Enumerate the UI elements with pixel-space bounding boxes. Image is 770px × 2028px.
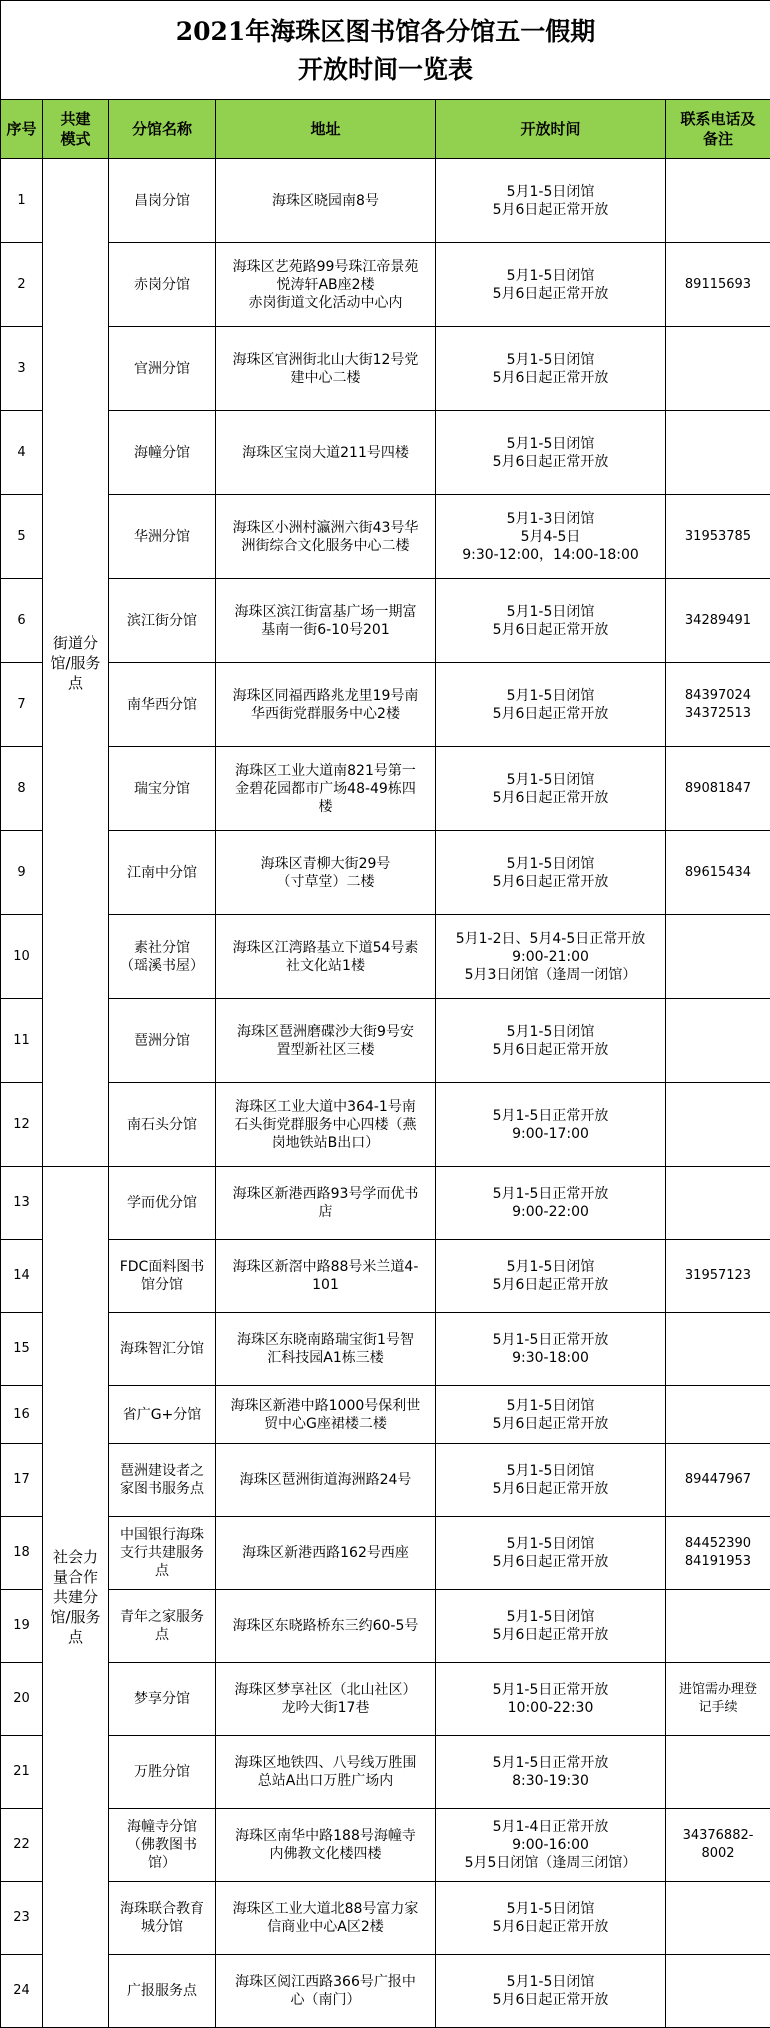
contact-note xyxy=(666,1167,770,1240)
opening-hours: 5月1-5日闭馆 5月6日起正常开放 xyxy=(436,579,666,663)
contact-note xyxy=(666,411,770,495)
branch-address: 海珠区东晓路桥东三约60-5号 xyxy=(216,1590,436,1663)
branch-address: 海珠区阅江西路366号广报中 心（南门） xyxy=(216,1955,436,2028)
branch-address: 海珠区新港西路162号西座 xyxy=(216,1517,436,1590)
branch-address: 海珠区同福西路兆龙里19号南 华西街党群服务中心2楼 xyxy=(216,663,436,747)
row-number: 16 xyxy=(1,1386,43,1444)
branch-address: 海珠区南华中路188号海幢寺 内佛教文化楼四楼 xyxy=(216,1809,436,1882)
branch-address: 海珠区晓园南8号 xyxy=(216,159,436,243)
branch-address: 海珠区工业大道中364-1号南 石头街党群服务中心四楼（燕 岗地铁站B出口） xyxy=(216,1083,436,1167)
opening-hours: 5月1-5日正常开放 9:00-17:00 xyxy=(436,1083,666,1167)
table-row xyxy=(1,1663,770,1736)
row-number: 9 xyxy=(1,831,43,915)
branch-address: 海珠区艺苑路99号珠江帝景苑 悦涛轩AB座2楼 赤岗街道文化活动中心内 xyxy=(216,243,436,327)
branch-name: 素社分馆 （瑶溪书屋） xyxy=(109,915,216,999)
table-row xyxy=(1,579,770,663)
table-row xyxy=(1,159,770,243)
branch-address: 海珠区梦享社区（北山社区） 龙吟大街17巷 xyxy=(216,1663,436,1736)
branch-address: 海珠区新滘中路88号米兰道4- 101 xyxy=(216,1240,436,1313)
branch-address: 海珠区宝岗大道211号四楼 xyxy=(216,411,436,495)
opening-hours: 5月1-2日、5月4-5日正常开放 9:00-21:00 5月3日闭馆（逢周一闭馆） xyxy=(436,915,666,999)
row-number: 19 xyxy=(1,1590,43,1663)
branch-name: 中国银行海珠 支行共建服务 点 xyxy=(109,1517,216,1590)
branch-address: 海珠区琶洲街道海洲路24号 xyxy=(216,1444,436,1517)
branch-name: 海珠智汇分馆 xyxy=(109,1313,216,1386)
table-row xyxy=(1,1590,770,1663)
table-row xyxy=(1,1083,770,1167)
opening-hours: 5月1-5日闭馆 5月6日起正常开放 xyxy=(436,411,666,495)
table-row xyxy=(1,1882,770,1955)
branch-name: 广报服务点 xyxy=(109,1955,216,2028)
branch-name: 瑞宝分馆 xyxy=(109,747,216,831)
branch-name: 琶洲建设者之 家图书服务点 xyxy=(109,1444,216,1517)
contact-note: 84397024 34372513 xyxy=(666,663,770,747)
table-row xyxy=(1,243,770,327)
branch-name: 万胜分馆 xyxy=(109,1736,216,1809)
contact-note: 31953785 xyxy=(666,495,770,579)
opening-hours: 5月1-5日闭馆 5月6日起正常开放 xyxy=(436,1590,666,1663)
row-number: 1 xyxy=(1,159,43,243)
opening-hours: 5月1-5日闭馆 5月6日起正常开放 xyxy=(436,663,666,747)
header-name: 分馆名称 xyxy=(109,100,216,159)
branch-address: 海珠区琶洲磨碟沙大街9号安 置型新社区三楼 xyxy=(216,999,436,1083)
opening-hours: 5月1-5日闭馆 5月6日起正常开放 xyxy=(436,159,666,243)
table-body xyxy=(1,159,770,2028)
branch-address: 海珠区官洲街北山大街12号党 建中心二楼 xyxy=(216,327,436,411)
table-row xyxy=(1,1955,770,2028)
contact-note xyxy=(666,1083,770,1167)
opening-hours: 5月1-5日闭馆 5月6日起正常开放 xyxy=(436,327,666,411)
branch-address: 海珠区工业大道北88号富力家 信商业中心A区2楼 xyxy=(216,1882,436,1955)
contact-note xyxy=(666,1590,770,1663)
opening-hours: 5月1-5日闭馆 5月6日起正常开放 xyxy=(436,747,666,831)
contact-note xyxy=(666,1386,770,1444)
branch-name: 滨江街分馆 xyxy=(109,579,216,663)
row-number: 10 xyxy=(1,915,43,999)
contact-note xyxy=(666,1736,770,1809)
table-row xyxy=(1,1517,770,1590)
opening-hours: 5月1-5日闭馆 5月6日起正常开放 xyxy=(436,1517,666,1590)
header-hours: 开放时间 xyxy=(436,100,666,159)
row-number: 4 xyxy=(1,411,43,495)
table-row xyxy=(1,831,770,915)
row-number: 14 xyxy=(1,1240,43,1313)
row-number: 23 xyxy=(1,1882,43,1955)
opening-hours: 5月1-5日闭馆 5月6日起正常开放 xyxy=(436,1386,666,1444)
row-number: 3 xyxy=(1,327,43,411)
branch-name: 南石头分馆 xyxy=(109,1083,216,1167)
table-row xyxy=(1,1809,770,1882)
table-row xyxy=(1,1167,770,1240)
branch-address: 海珠区地铁四、八号线万胜围 总站A出口万胜广场内 xyxy=(216,1736,436,1809)
table-row xyxy=(1,1736,770,1809)
title-line-2: 开放时间一览表 xyxy=(298,55,473,84)
cooperation-mode: 社会力 量合作 共建分 馆/服务 点 xyxy=(43,1167,109,2028)
branch-address: 海珠区青柳大街29号 （寸草堂）二楼 xyxy=(216,831,436,915)
row-number: 2 xyxy=(1,243,43,327)
branch-name: 华洲分馆 xyxy=(109,495,216,579)
contact-note xyxy=(666,1882,770,1955)
opening-hours: 5月1-3日闭馆 5月4-5日 9:30-12:00，14:00-18:00 xyxy=(436,495,666,579)
branch-address: 海珠区新港西路93号学而优书 店 xyxy=(216,1167,436,1240)
branch-name: 海幢分馆 xyxy=(109,411,216,495)
opening-hours: 5月1-4日正常开放 9:00-16:00 5月5日闭馆（逢周三闭馆） xyxy=(436,1809,666,1882)
contact-note: 89081847 xyxy=(666,747,770,831)
row-number: 18 xyxy=(1,1517,43,1590)
branch-address: 海珠区工业大道南821号第一 金碧花园都市广场48-49栋四 楼 xyxy=(216,747,436,831)
branch-address: 海珠区江湾路基立下道54号素 社文化站1楼 xyxy=(216,915,436,999)
contact-note: 31957123 xyxy=(666,1240,770,1313)
contact-note: 84452390 84191953 xyxy=(666,1517,770,1590)
header-no: 序号 xyxy=(1,100,43,159)
opening-hours: 5月1-5日闭馆 5月6日起正常开放 xyxy=(436,999,666,1083)
branch-name: 南华西分馆 xyxy=(109,663,216,747)
table-row xyxy=(1,999,770,1083)
row-number: 24 xyxy=(1,1955,43,2028)
table-row xyxy=(1,1240,770,1313)
contact-note xyxy=(666,1313,770,1386)
row-number: 17 xyxy=(1,1444,43,1517)
branch-address: 海珠区东晓南路瑞宝街1号智 汇科技园A1栋三楼 xyxy=(216,1313,436,1386)
opening-hours: 5月1-5日正常开放 10:00-22:30 xyxy=(436,1663,666,1736)
contact-note xyxy=(666,999,770,1083)
header-contact: 联系电话及 备注 xyxy=(666,100,770,159)
table-row xyxy=(1,747,770,831)
contact-note xyxy=(666,915,770,999)
title-line-1: 2021年海珠区图书馆各分馆五一假期 xyxy=(176,17,596,46)
branch-name: 青年之家服务 点 xyxy=(109,1590,216,1663)
branch-name: 海幢寺分馆 （佛教图书 馆） xyxy=(109,1809,216,1882)
contact-note: 89447967 xyxy=(666,1444,770,1517)
opening-hours: 5月1-5日闭馆 5月6日起正常开放 xyxy=(436,243,666,327)
opening-hours: 5月1-5日正常开放 9:00-22:00 xyxy=(436,1167,666,1240)
table-row xyxy=(1,1444,770,1517)
contact-note xyxy=(666,159,770,243)
branch-address: 海珠区滨江街富基广场一期富 基南一街6-10号201 xyxy=(216,579,436,663)
branch-name: FDC面料图书 馆分馆 xyxy=(109,1240,216,1313)
opening-hours: 5月1-5日正常开放 8:30-19:30 xyxy=(436,1736,666,1809)
table-title xyxy=(1,1,770,100)
branch-name: 省广G+分馆 xyxy=(109,1386,216,1444)
branch-name: 昌岗分馆 xyxy=(109,159,216,243)
opening-hours: 5月1-5日闭馆 5月6日起正常开放 xyxy=(436,1444,666,1517)
branch-name: 官洲分馆 xyxy=(109,327,216,411)
contact-note: 89615434 xyxy=(666,831,770,915)
opening-hours: 5月1-5日闭馆 5月6日起正常开放 xyxy=(436,1882,666,1955)
header-address: 地址 xyxy=(216,100,436,159)
branch-name: 江南中分馆 xyxy=(109,831,216,915)
contact-note xyxy=(666,327,770,411)
header-mode: 共建 模式 xyxy=(43,100,109,159)
table-row xyxy=(1,915,770,999)
row-number: 6 xyxy=(1,579,43,663)
branch-name: 梦享分馆 xyxy=(109,1663,216,1736)
row-number: 7 xyxy=(1,663,43,747)
row-number: 5 xyxy=(1,495,43,579)
opening-hours: 5月1-5日正常开放 9:30-18:00 xyxy=(436,1313,666,1386)
contact-note xyxy=(666,1955,770,2028)
row-number: 8 xyxy=(1,747,43,831)
branch-name: 海珠联合教育 城分馆 xyxy=(109,1882,216,1955)
contact-note: 89115693 xyxy=(666,243,770,327)
branch-address: 海珠区小洲村瀛洲六街43号华 洲街综合文化服务中心二楼 xyxy=(216,495,436,579)
row-number: 22 xyxy=(1,1809,43,1882)
table-row xyxy=(1,411,770,495)
table-row xyxy=(1,327,770,411)
row-number: 20 xyxy=(1,1663,43,1736)
branch-name: 赤岗分馆 xyxy=(109,243,216,327)
row-number: 11 xyxy=(1,999,43,1083)
opening-hours: 5月1-5日闭馆 5月6日起正常开放 xyxy=(436,1955,666,2028)
table-row xyxy=(1,663,770,747)
cooperation-mode: 街道分 馆/服务 点 xyxy=(43,159,109,1167)
row-number: 15 xyxy=(1,1313,43,1386)
branch-address: 海珠区新港中路1000号保利世 贸中心G座裙楼二楼 xyxy=(216,1386,436,1444)
row-number: 21 xyxy=(1,1736,43,1809)
table-row xyxy=(1,1386,770,1444)
contact-note: 34376882- 8002 xyxy=(666,1809,770,1882)
opening-hours: 5月1-5日闭馆 5月6日起正常开放 xyxy=(436,831,666,915)
row-number: 12 xyxy=(1,1083,43,1167)
row-number: 13 xyxy=(1,1167,43,1240)
contact-note: 34289491 xyxy=(666,579,770,663)
opening-hours: 5月1-5日闭馆 5月6日起正常开放 xyxy=(436,1240,666,1313)
contact-note: 进馆需办理登 记手续 xyxy=(666,1663,770,1736)
table-row xyxy=(1,495,770,579)
branch-name: 学而优分馆 xyxy=(109,1167,216,1240)
branch-name: 琶洲分馆 xyxy=(109,999,216,1083)
header-row xyxy=(1,100,770,159)
table-row xyxy=(1,1313,770,1386)
